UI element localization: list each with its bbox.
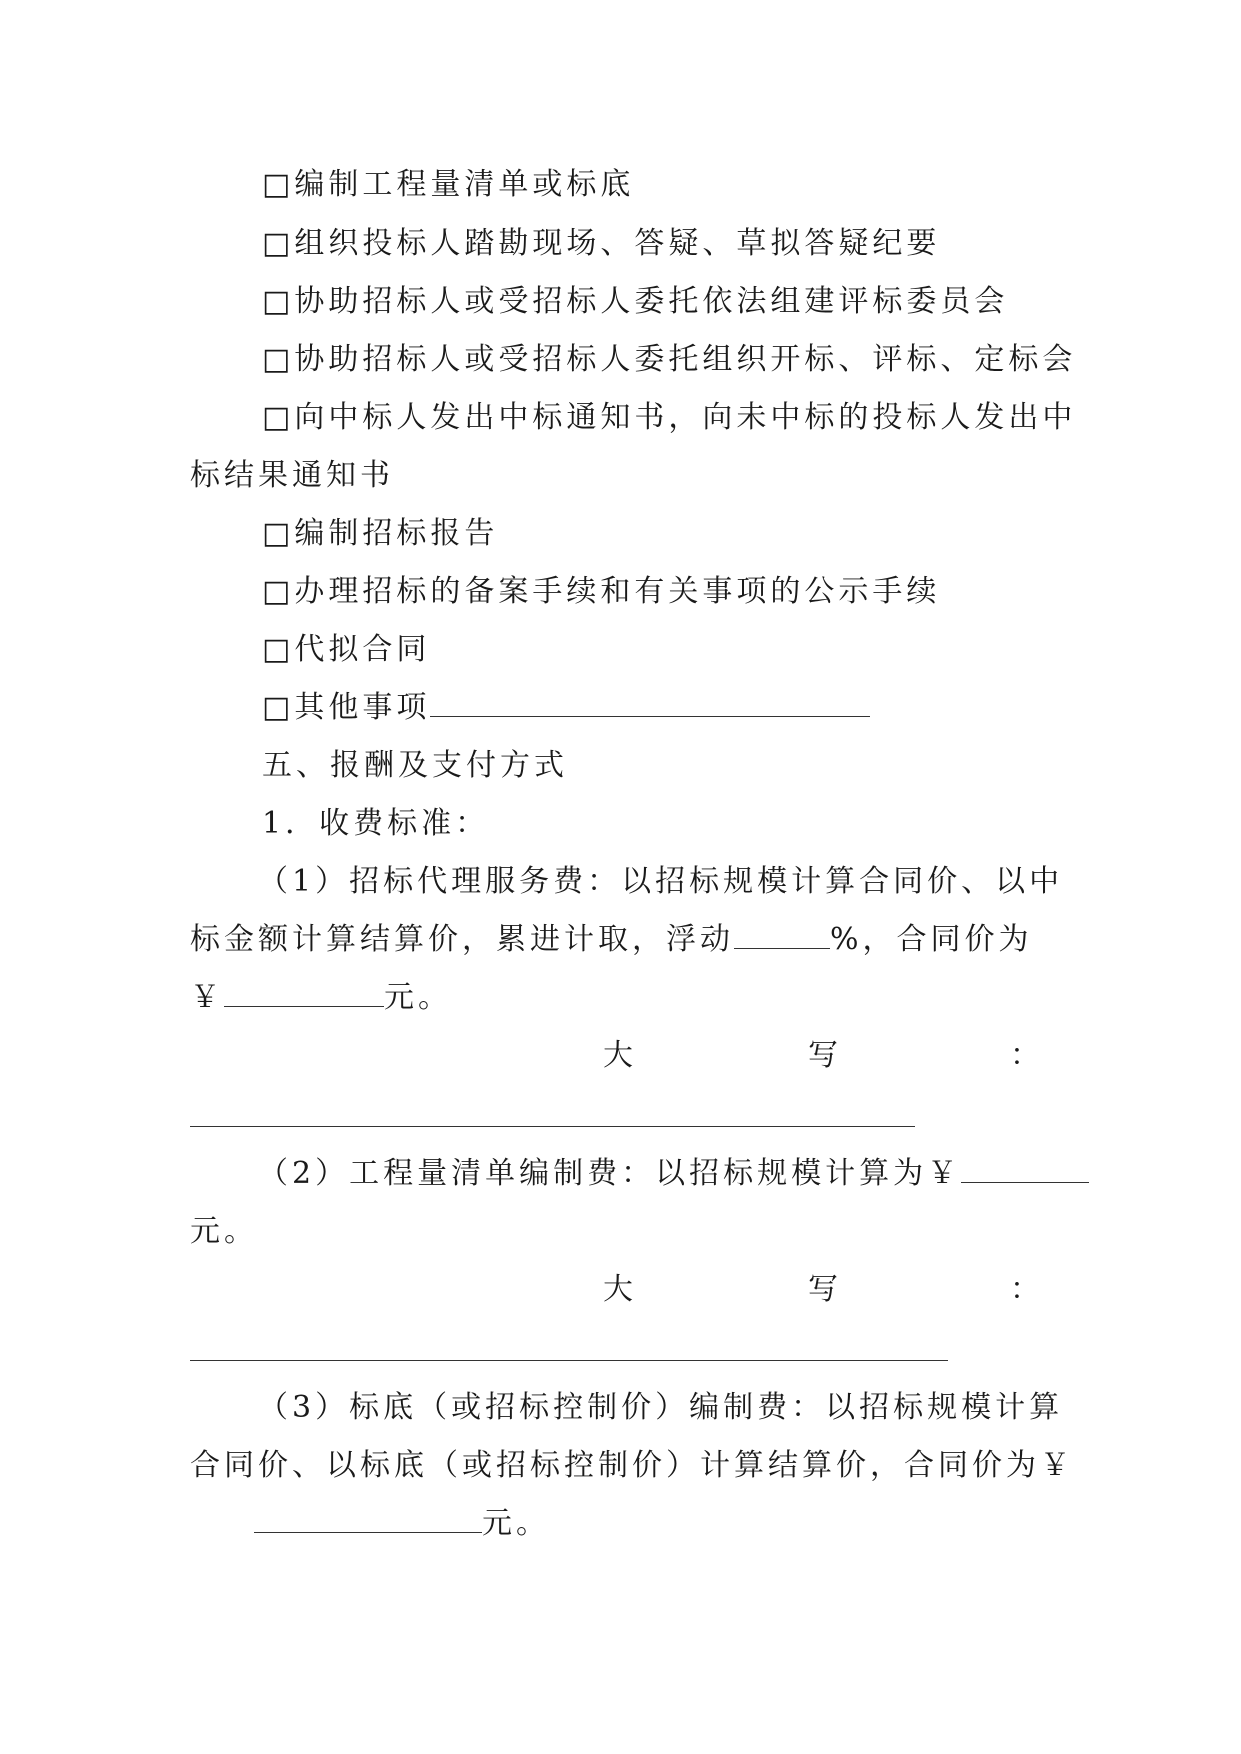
item-text: □协助招标人或受招标人委托依法组建评标委员会 [262, 284, 1009, 319]
daxie-xie [808, 1270, 838, 1310]
contract-price-blank [224, 978, 384, 1007]
yuan-symbol: ￥ [190, 980, 224, 1015]
item-text: □其他事项 [262, 690, 431, 725]
fee3-line2 [190, 1446, 1074, 1486]
daxie-da [603, 1036, 633, 1076]
daxie-colon [1010, 1036, 1040, 1076]
yuan-unit: 元。 [384, 980, 452, 1015]
fee3-line3-text: 元。 [482, 1506, 550, 1541]
section-heading [262, 746, 568, 786]
fee2-line1 [258, 1154, 1089, 1194]
daxie-xie-text: 写 [808, 1272, 838, 1307]
fee2-line1-text: （2）工程量清单编制费：以招标规模计算为￥ [258, 1156, 962, 1191]
daxie-colon-text: ： [1010, 1038, 1040, 1073]
float-percent-blank [734, 920, 830, 949]
item-award-notice-cont [190, 456, 394, 496]
fee-standard-heading [262, 804, 489, 844]
control-price-blank [254, 1504, 482, 1533]
fee1-line2-text: 标金额计算结算价，累进计取，浮动 [190, 922, 734, 957]
item-text: □协助招标人或受招标人委托组织开标、评标、定标会 [262, 342, 1077, 377]
fee1-line3 [190, 978, 452, 1018]
item-award-notice [262, 398, 1076, 438]
section-heading-text: 五、报酬及支付方式 [262, 748, 568, 783]
fee3-line2-text: 合同价、以标底（或招标控制价）计算结算价，合同价为￥ [190, 1448, 1074, 1483]
item-text: □向中标人发出中标通知书，向未中标的投标人发出中 [262, 400, 1077, 435]
item-text: □办理招标的备案手续和有关事项的公示手续 [262, 574, 941, 609]
bill-fee-blank [961, 1154, 1089, 1183]
daxie-xie-text: 写 [808, 1038, 838, 1073]
item-prepare-bill [262, 165, 634, 205]
item-site-visit [262, 224, 940, 264]
fee1-line2 [190, 920, 1033, 960]
daxie-da-text: 大 [603, 1038, 633, 1073]
item-text: □编制工程量清单或标底 [262, 167, 635, 202]
fee3-line1-text: （3）标底（或招标控制价）编制费：以招标规模计算 [258, 1390, 1064, 1425]
other-matters-blank [430, 688, 870, 717]
fee-standard-text: 1．收费标准： [262, 806, 490, 841]
daxie-blank-2 [190, 1360, 948, 1361]
item-draft-contract [262, 630, 430, 670]
fee3-line3 [254, 1504, 550, 1544]
item-text: 标结果通知书 [190, 458, 394, 493]
item-text: □组织投标人踏勘现场、答疑、草拟答疑纪要 [262, 226, 941, 261]
fee2-line2 [190, 1212, 258, 1252]
fee3-line1 [258, 1388, 1063, 1428]
fee1-line1-text: （1）招标代理服务费：以招标规模计算合同价、以中 [258, 864, 1064, 899]
item-bid-report [262, 514, 498, 554]
item-evaluation-committee [262, 282, 1008, 322]
daxie-da-text: 大 [603, 1272, 633, 1307]
item-text: □代拟合同 [262, 632, 431, 667]
item-filing-procedures [262, 572, 940, 612]
daxie-colon [1010, 1270, 1040, 1310]
fee1-line1 [258, 862, 1063, 902]
daxie-colon-text: ： [1010, 1272, 1040, 1307]
item-bid-opening [262, 340, 1076, 380]
daxie-blank-1 [190, 1126, 915, 1127]
daxie-da [603, 1270, 633, 1310]
item-text: □编制招标报告 [262, 516, 499, 551]
item-other-matters [262, 688, 870, 728]
fee1-line2-suffix: %，合同价为 [830, 922, 1033, 957]
daxie-xie [808, 1036, 838, 1076]
fee2-line2-text: 元。 [190, 1214, 258, 1249]
